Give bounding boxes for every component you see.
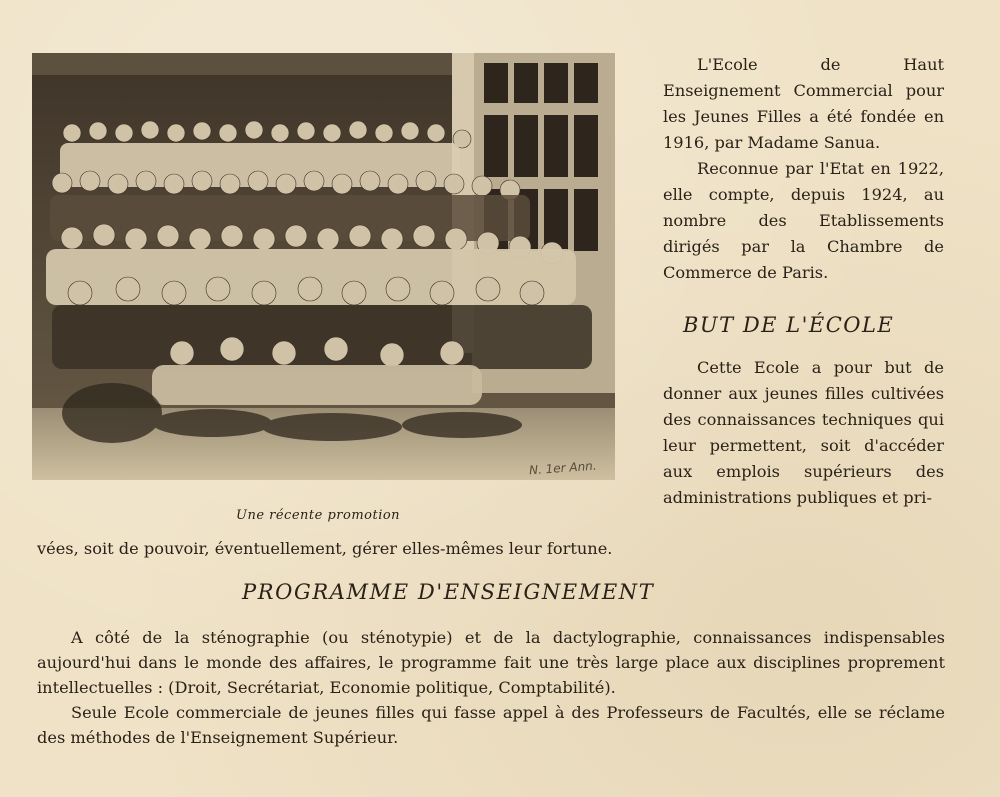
program-heading: PROGRAMME D'ENSEIGNEMENT [242,580,655,604]
program-section [37,625,945,750]
intro-column [663,52,944,286]
photo-handwritten-note: N. 1er Ann. [528,458,598,478]
intro-paragraph-recognition: Reconnue par l'Etat en 1922, elle compte, depuis 1924, au nombre des Etablissements dirigés par la Chambre de Commerce de Paris. [663,159,944,282]
goal-paragraph-continuation: vées, soit de pouvoir, éventuellement, gérer elles-mêmes leur fortune. [37,539,613,558]
program-paragraph-faculty: Seule Ecole commerciale de jeunes filles qui fasse appel à des Professeurs de Facultés, elle se réclame des méthodes de l'Enseignement Supérieur. [37,703,945,747]
group-photograph [32,53,615,480]
goal-heading: BUT DE L'ÉCOLE [683,313,895,337]
program-paragraph-curriculum: A côté de la sténographie (ou sténotypie) et de la dactylographie, connaissances indispensables aujourd'hui dans le monde des affaires, le programme fait une très large place aux disciplines proprement intellectuelles : (Droit, Secrétariat, Economie politique, Comptabilité). [37,628,945,697]
photo-illustration [32,53,615,480]
goal-paragraph: Cette Ecole a pour but de donner aux jeunes filles cultivées des connaissances techniques qui leur permettent, soit d'accéder aux emplois supérieurs des administrations publiques et pri- [663,358,944,507]
intro-paragraph-founding: L'Ecole de Haut Enseignement Commercial pour les Jeunes Filles a été fondée en 1916, par Madame Sanua. [663,55,944,152]
photo-caption: Une récente promotion [236,508,401,523]
